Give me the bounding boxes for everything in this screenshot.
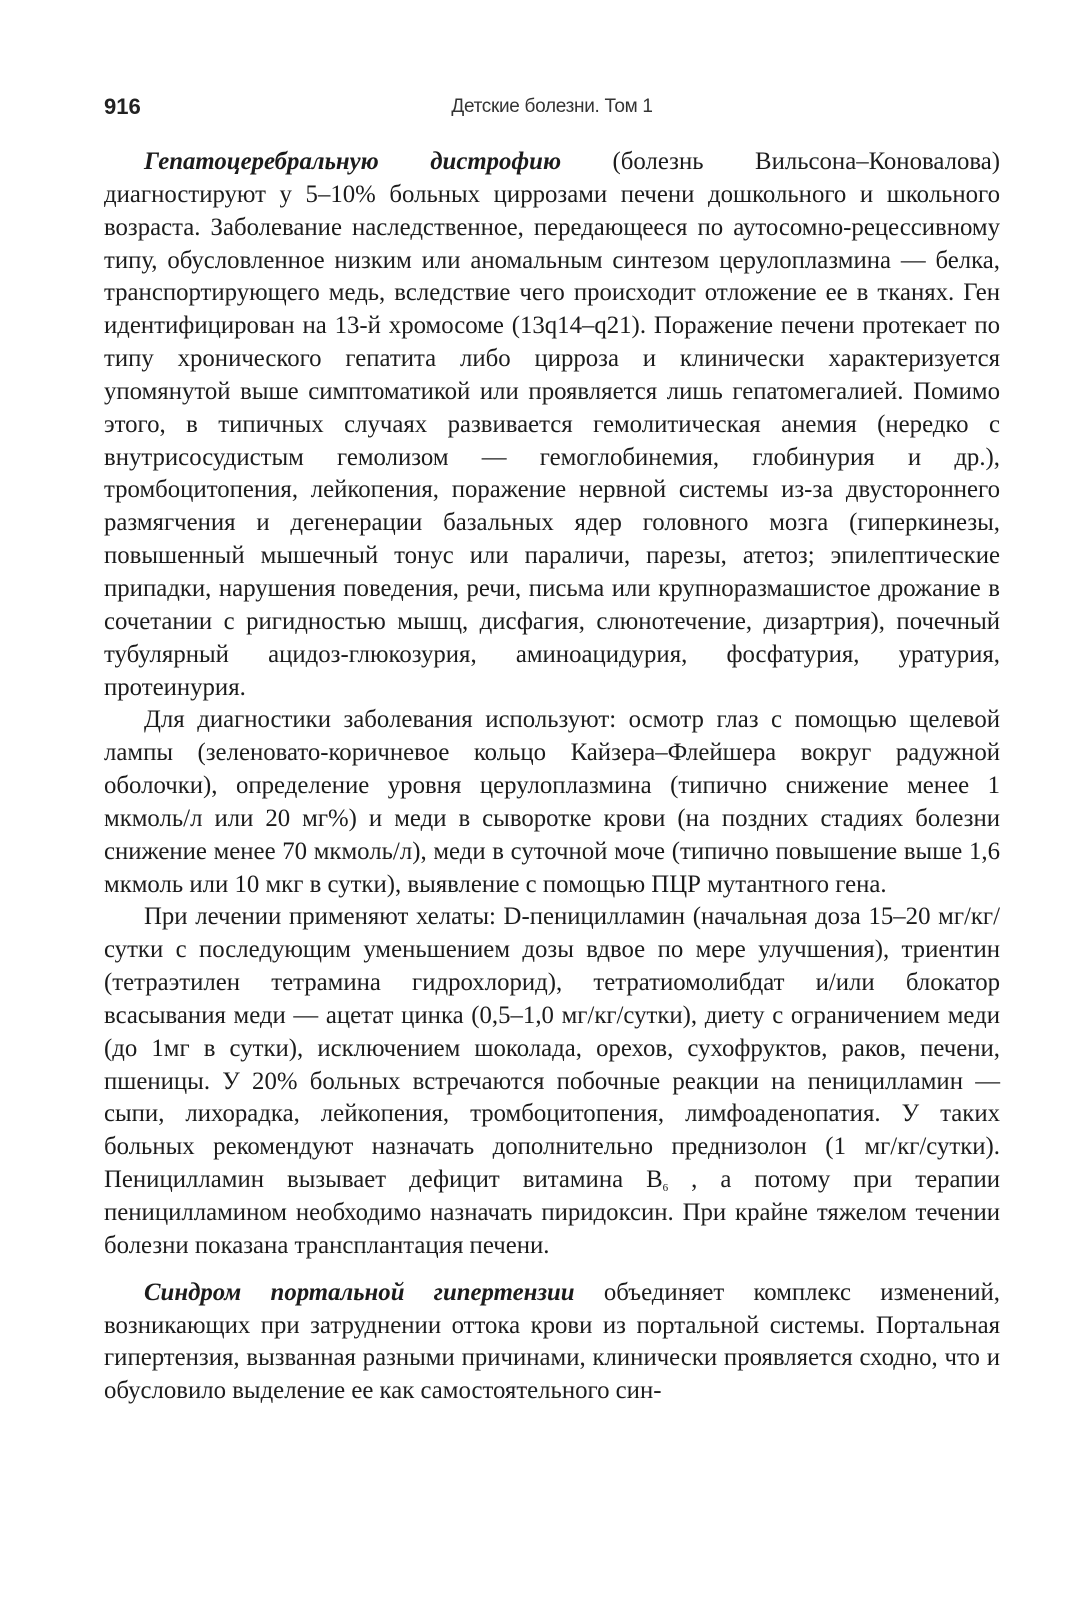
- body-text: [104, 146, 1000, 1408]
- vitamin-subscript: 6: [662, 1182, 669, 1195]
- paragraph-text: При лечении применяют хелаты: D-пеницилламин (начальная доза 15–20 мг/кг/сутки с последующим уменьшением дозы вдвое по мере улучшения), триентин (тетраэтилен тетрамина гидрохлорид), тетратиомолибдат и/или блокатор всасывания меди — ацетат цинка (0,5–1,0 мг/кг/сутки), диету с ограничением меди (до 1мг в сутки), исключением шоколада, орехов, сухофруктов, раков, печени, пшеницы. У 20% больных встречаются побочные реакции на пеницилламин — сыпи, лихорадка, лейкопения, тромбоцитопения, лимфоаденопатия. У таких больных рекомендуют назначать дополнительно преднизолон (1 мг/кг/сутки). Пеницилламин вызывает дефицит витамина B: [104, 903, 1000, 1194]
- page-header: [104, 94, 1000, 124]
- paragraph-text: , а потому при терапии пеницилламином необходимо назначать пиридоксин. При крайне тяжелом течении болезни показана трансплантация печени.: [104, 1166, 1000, 1259]
- paragraph-text: (болезнь Вильсона–Коновалова) диагностируют у 5–10% больных циррозами печени дошкольного и школьного возраста. Заболевание наследственное, передающееся по аутосомно-рецессивному типу, обусловленное низким или аномальным синтезом церулоплазмина — белка, транспортирующего медь, вследствие чего происходит отложение ее в тканях. Ген идентифицирован на 13-й хромосоме (13q14–q21). Поражение печени протекает по типу хронического гепатита либо цирроза и клинически характеризуется упомянутой выше симптоматикой или проявляется лишь гепатомегалией. Помимо этого, в типичных случаях развивается гемолитическая анемия (нередко с внутрисосудистым гемолизом — гемоглобинемия, глобинурия и др.), тромбоцитопения, лейкопения, поражение нервной системы из-за двустороннего размягчения и дегенерации базальных ядер головного мозга (гиперкинезы, повышенный мышечный тонус или параличи, парезы, атетоз; эпилептические припадки, нарушения поведения, речи, письма или крупноразмашистое дрожание в сочетании с ригидностью мышц, дисфагия, слюнотечение, дизартрия), почечный тубулярный ацидоз-глюкозурия, аминоацидурия, фосфатурия, уратурия, протеинурия.: [104, 148, 1000, 701]
- term-hepatocerebral-dystrophy: Гепатоцеребральную дистрофию: [144, 148, 562, 175]
- paragraph-portal-hypertension: [104, 1277, 1000, 1408]
- paragraph-text: объединяет комплекс изменений, возникающих при затруднении оттока крови из портальной системы. Портальная гипертензия, вызванная разными причинами, клинически проявляется сходно, что и обусловило выделение ее как самостоятельного син-: [104, 1278, 1001, 1405]
- page-number: 916: [104, 94, 141, 119]
- running-title: Детские болезни. Том 1: [451, 96, 653, 117]
- paragraph-diagnostics: [104, 704, 1000, 901]
- paragraph-text: Для диагностики заболевания используют: осмотр глаз с помощью щелевой лампы (зеленовато-коричневое кольцо Кайзера–Флейшера вокруг радужной оболочки), определение уровня церулоплазмина (типично снижение менее 1 мкмоль/л или 20 мг%) и меди в сыворотке крови (на поздних стадиях болезни снижение менее 70 мкмоль/л), меди в суточной моче (типично повышение выше 1,6 мкмоль или 10 мкг в сутки), выявление с помощью ПЦР мутантного гена.: [104, 706, 1000, 898]
- term-portal-hypertension: Синдром портальной гипертензии: [144, 1278, 575, 1306]
- paragraph-treatment: [104, 901, 1000, 1262]
- paragraph-wilson-disease: [104, 146, 1000, 704]
